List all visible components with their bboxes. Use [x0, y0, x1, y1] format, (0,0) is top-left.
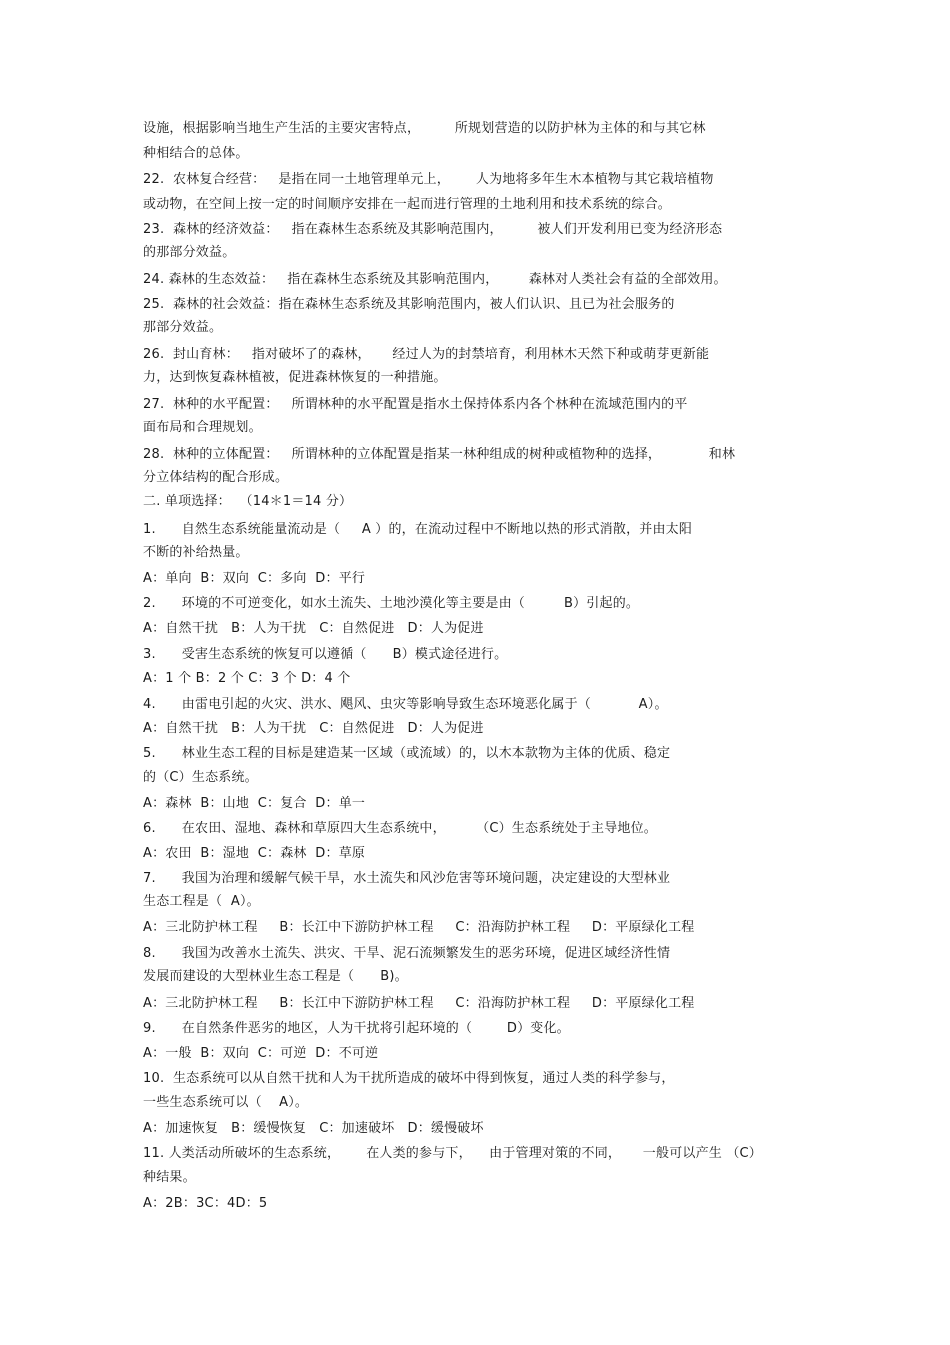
- section-heading: 二. 单项选择： （14＊1＝14 分）: [143, 494, 353, 509]
- question-text: 2. 环境的不可逆变化，如水土流失、土地沙漠化等主要是由（ B）引起的。: [143, 596, 640, 611]
- question-text: 10. 生态系统可以从自然干扰和人为干扰所造成的破坏中得到恢复，通过人类的科学参与，: [143, 1071, 675, 1086]
- answer-options: A：1 个 B：2 个 C：3 个 D：4 个: [143, 671, 351, 686]
- text-line: 25. 森林的社会效益：指在森林生态系统及其影响范围内，被人们认识、且已为社会服务的: [143, 297, 675, 312]
- question-text: 发展而建设的大型林业生态工程是（ B)。: [143, 969, 408, 984]
- answer-options: A：三北防护林工程 B：长江中下游防护林工程 C：沿海防护林工程 D：平原绿化工程: [143, 920, 695, 935]
- question-text: 7. 我国为治理和缓解气候干旱，水土流失和风沙危害等环境问题，决定建设的大型林业: [143, 871, 671, 886]
- question-text: 4. 由雷电引起的火灾、洪水、飓风、虫灾等影响导致生态环境恶化属于（ A）。: [143, 697, 668, 712]
- question-text: 6. 在农田、湿地、森林和草原四大生态系统中， （C）生态系统处于主导地位。: [143, 821, 658, 836]
- question-text: 11. 人类活动所破坏的生态系统， 在人类的参与下， 由于管理对策的不同， 一般可以产生 （C）: [143, 1146, 763, 1161]
- text-line: 28. 林种的立体配置： 所谓林种的立体配置是指某一林种组成的树种或植物种的选择， 和林: [143, 447, 736, 462]
- text-line: 27. 林种的水平配置： 所谓林种的水平配置是指水土保持体系内各个林种在流域范围内的平: [143, 397, 688, 412]
- text-line: 24. 森林的生态效益： 指在森林生态系统及其影响范围内， 森林对人类社会有益的全部效用。: [143, 272, 727, 287]
- answer-options: A：一般 B：双向 C：可逆 D：不可逆: [143, 1046, 379, 1061]
- question-text: 的（C）生态系统。: [143, 770, 258, 785]
- text-line: 23. 森林的经济效益： 指在森林生态系统及其影响范围内， 被人们开发利用已变为经济形态: [143, 222, 723, 237]
- answer-options: A：2B：3C：4D：5: [143, 1196, 268, 1211]
- text-line: 设施，根据影响当地生产生活的主要灾害特点， 所规划营造的以防护林为主体的和与其它林: [143, 121, 706, 136]
- text-line: 26. 封山育林： 指对破坏了的森林， 经过人为的封禁培育，利用林木天然下种或萌芽更新能: [143, 347, 710, 362]
- question-text: 8. 我国为改善水土流失、洪灾、干旱、泥石流频繁发生的恶劣环境，促进区域经济性情: [143, 946, 671, 961]
- text-line: 那部分效益。: [143, 320, 223, 335]
- answer-options: A：加速恢复 B：缓慢恢复 C：加速破坏 D：缓慢破坏: [143, 1121, 484, 1136]
- text-line: 力，达到恢复森林植被，促进森林恢复的一种措施。: [143, 370, 447, 385]
- answer-options: A：自然干扰 B：人为干扰 C：自然促进 D：人为促进: [143, 721, 484, 736]
- text-line: 面布局和合理规划。: [143, 420, 262, 435]
- answer-options: A：森林 B：山地 C：复合 D：单一: [143, 796, 366, 811]
- text-line: 或动物，在空间上按一定的时间顺序安排在一起而进行管理的土地利用和技术系统的综合。: [143, 197, 672, 212]
- question-text: 5. 林业生态工程的目标是建造某一区域（或流域）的，以木本款物为主体的优质、稳定: [143, 746, 671, 761]
- text-line: 种相结合的总体。: [143, 146, 249, 161]
- question-text: 种结果。: [143, 1170, 196, 1185]
- answer-options: A：自然干扰 B：人为干扰 C：自然促进 D：人为促进: [143, 621, 484, 636]
- text-line: 22. 农林复合经营： 是指在同一土地管理单元上， 人为地将多年生木本植物与其它栽培植物: [143, 172, 714, 187]
- question-text: 不断的补给热量。: [143, 545, 249, 560]
- question-text: 3. 受害生态系统的恢复可以遵循（ B）模式途径进行。: [143, 647, 508, 662]
- question-text: 生态工程是（ A）。: [143, 894, 260, 909]
- text-line: 的那部分效益。: [143, 245, 236, 260]
- answer-options: A：农田 B：湿地 C：森林 D：草原: [143, 846, 366, 861]
- answer-options: A：三北防护林工程 B：长江中下游防护林工程 C：沿海防护林工程 D：平原绿化工程: [143, 996, 695, 1011]
- question-text: 1. 自然生态系统能量流动是（ A ）的，在流动过程中不断地以热的形式消散，并由太阳: [143, 522, 693, 537]
- text-line: 分立体结构的配合形成。: [143, 470, 289, 485]
- question-text: 一些生态系统可以（ A）。: [143, 1095, 309, 1110]
- question-text: 9. 在自然条件恶劣的地区，人为干扰将引起环境的（ D）变化。: [143, 1021, 570, 1036]
- answer-options: A：单向 B：双向 C：多向 D：平行: [143, 571, 366, 586]
